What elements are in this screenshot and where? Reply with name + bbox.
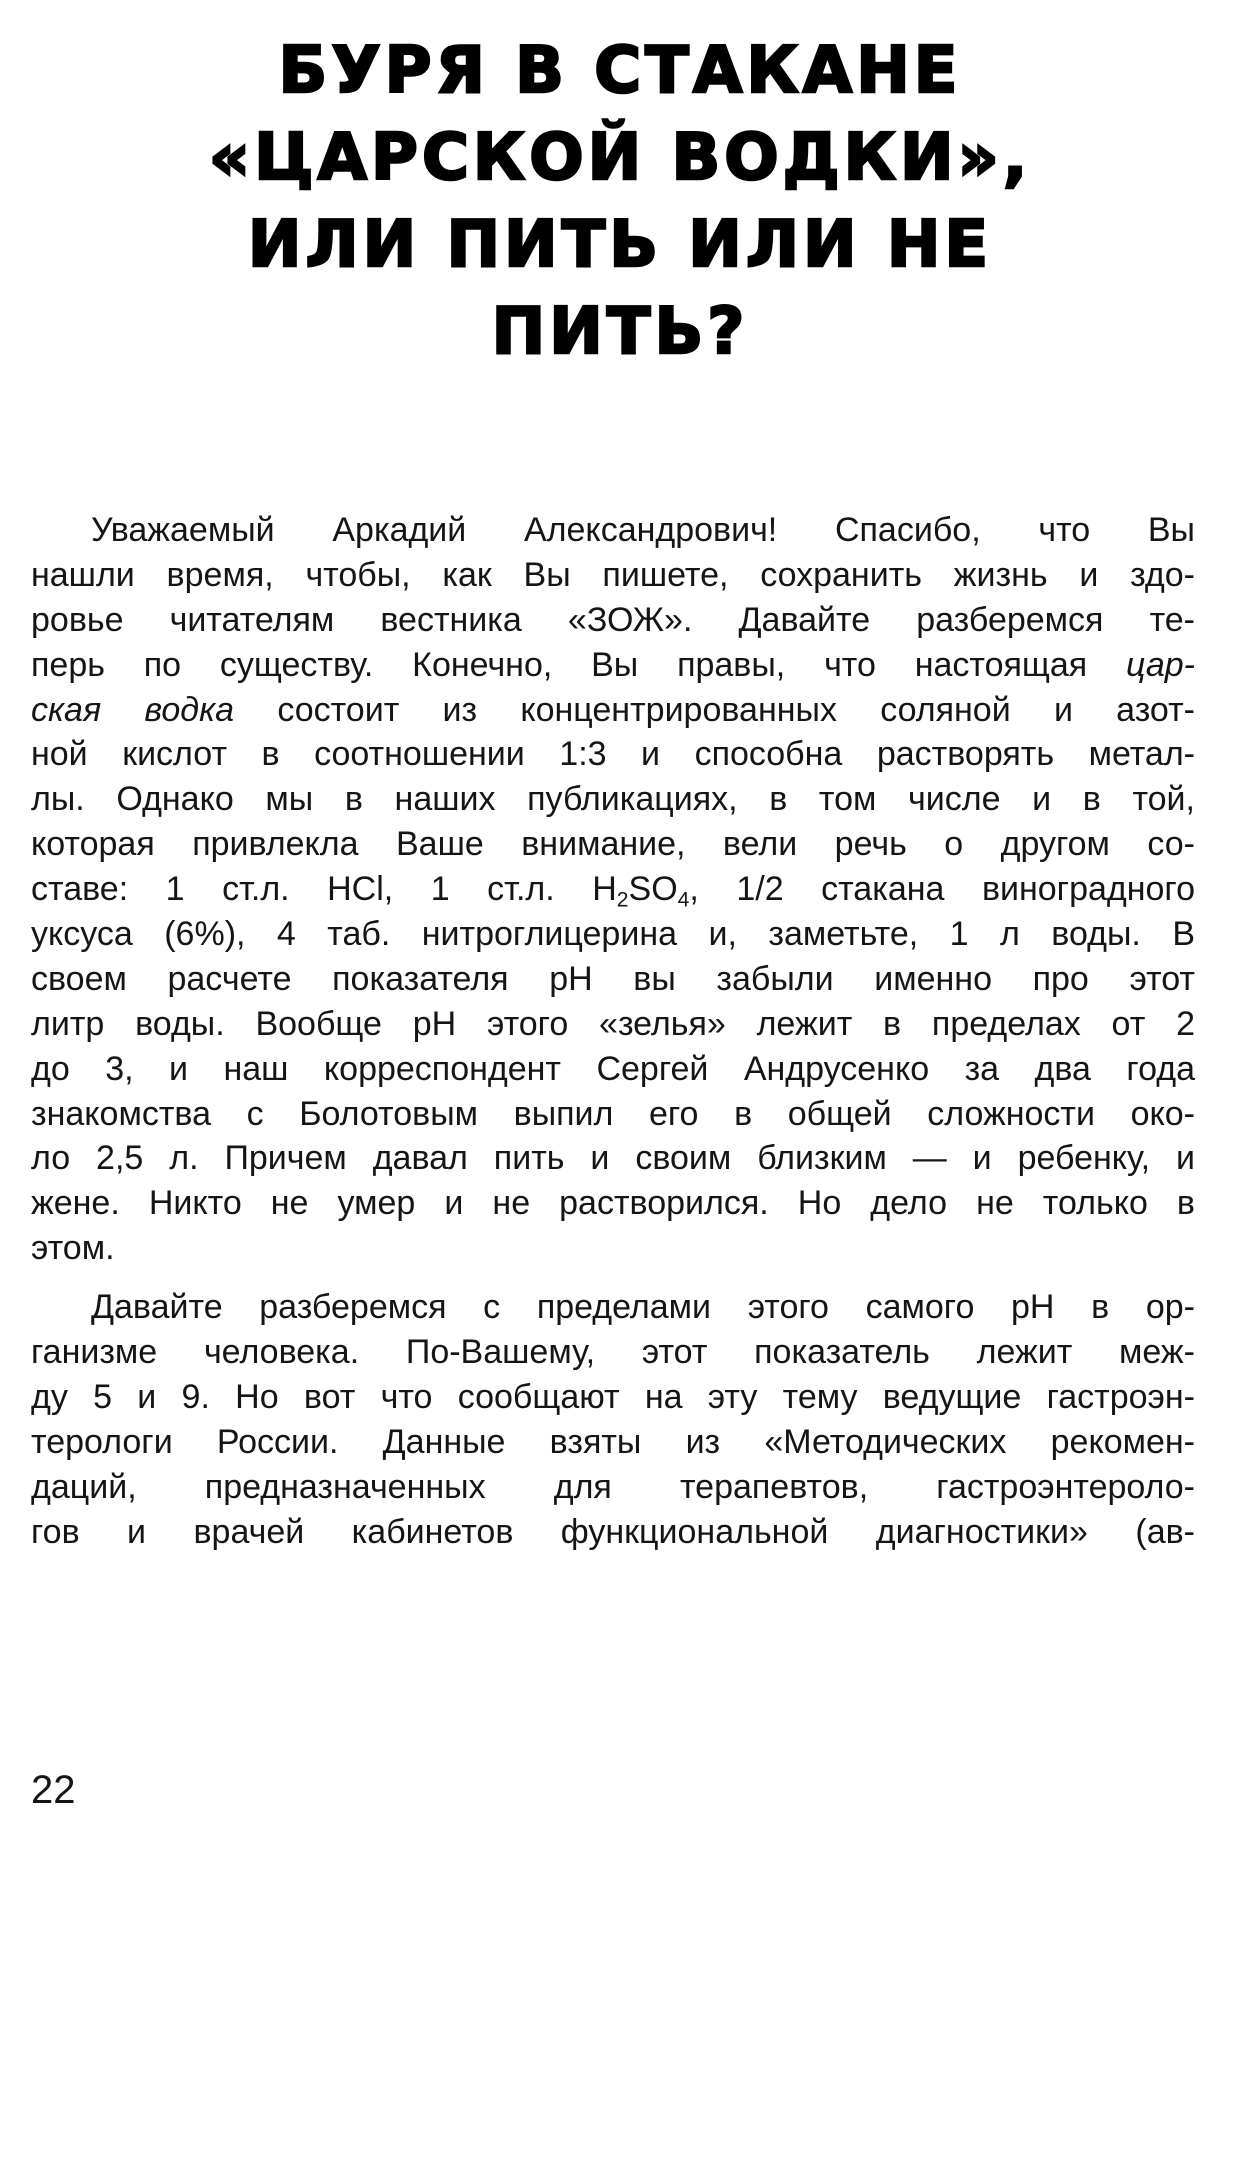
subscript: 2 — [616, 888, 629, 912]
title-line: БУРЯ В СТАКАНЕ — [278, 34, 962, 108]
text-segment: перь по существу. Конечно, Вы правы, что настоящая — [31, 645, 1088, 684]
paragraph-gap — [31, 1271, 1195, 1285]
subscript: 4 — [677, 888, 690, 912]
text-segment: SO — [628, 870, 678, 909]
page-number: 22 — [31, 1768, 76, 1812]
text-line: ной кислот в соотношении 1:3 и способна растворять метал- — [31, 735, 1195, 774]
paragraph-1 — [31, 508, 1195, 1271]
text-line: даций, предназначенных для терапевтов, гастроэнтероло- — [31, 1467, 1195, 1506]
text-line: гов и врачей кабинетов функциональной диагностики» (ав- — [31, 1512, 1195, 1551]
text-line: своем расчете показателя pH вы забыли именно про этот — [31, 959, 1195, 998]
text-segment: ставе: 1 ст.л. HCl, 1 ст.л. H — [31, 870, 617, 909]
text-line: ду 5 и 9. Но вот что сообщают на эту тему ведущие гастроэн- — [31, 1377, 1195, 1416]
text-line: Давайте разберемся с пределами этого самого pH в ор- — [91, 1288, 1195, 1327]
paragraph-2 — [31, 1285, 1195, 1554]
italic-term: цар- — [1126, 645, 1195, 684]
text-line: лы. Однако мы в наших публикациях, в том числе и в той, — [31, 780, 1195, 819]
text-line: до 3, и наш корреспондент Сергей Андрусенко за два года — [31, 1049, 1195, 1088]
italic-term: ская водка — [31, 690, 235, 729]
text-line: этом. — [31, 1229, 115, 1268]
text-line: которая привлекла Ваше внимание, вели речь о другом со- — [31, 825, 1195, 864]
title-line: ИЛИ ПИТЬ ИЛИ НЕ — [247, 208, 993, 282]
text-line: литр воды. Вообще pH этого «зелья» лежит в пределах от 2 — [31, 1004, 1195, 1043]
text-line: жене. Никто не умер и не растворился. Но дело не только в — [31, 1184, 1195, 1223]
text-segment: , 1/2 стакана виноградного — [689, 870, 1195, 909]
text-line: ганизме человека. По-Вашему, этот показатель лежит меж- — [31, 1333, 1195, 1372]
text-line: Уважаемый Аркадий Александрович! Спасибо, что Вы — [91, 511, 1195, 549]
text-line: ло 2,5 л. Причем давал пить и своим близким — и ребенку, и — [31, 1139, 1195, 1178]
text-line — [31, 688, 1195, 733]
title-line: ПИТЬ? — [491, 295, 749, 369]
text-segment: состоит из концентрированных соляной и азот- — [277, 690, 1195, 729]
text-line: знакомства с Болотовым выпил его в общей сложности око- — [31, 1094, 1195, 1133]
title-line: «ЦАРСКОЙ ВОДКИ», — [208, 121, 1032, 195]
text-line: терологи России. Данные взяты из «Методических рекомен- — [31, 1422, 1195, 1461]
article-title — [120, 28, 1120, 376]
text-line-formula — [31, 867, 1195, 912]
text-line: нашли время, чтобы, как Вы пишете, сохранить жизнь и здо- — [31, 555, 1195, 594]
article-body — [31, 508, 1195, 1554]
text-line: уксуса (6%), 4 таб. нитроглицерина и, заметьте, 1 л воды. В — [31, 915, 1195, 954]
text-line: ровье читателям вестника «ЗОЖ». Давайте разберемся те- — [31, 600, 1195, 639]
text-line — [31, 643, 1195, 688]
